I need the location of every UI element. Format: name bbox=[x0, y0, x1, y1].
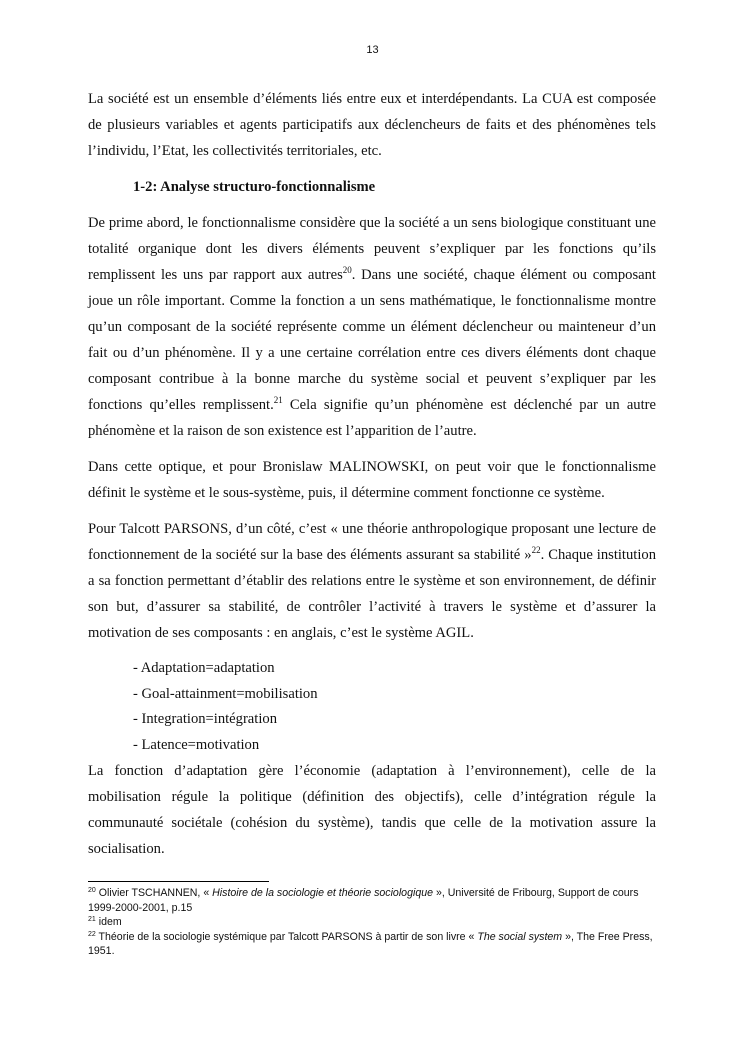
paragraph-text: Pour Talcott PARSONS, d’un côté, c’est « une théorie anthropologique proposant une lecture de fonctionnement de la société sur la base des éléments assurant sa stabilité » bbox=[88, 521, 656, 563]
footnote-text: », The Free Press, 1951. bbox=[88, 930, 653, 957]
footnotes bbox=[88, 886, 656, 959]
paragraph-functions: La fonction d’adaptation gère l’économie (adaptation à l’environnement), celle de la mobilisation régule la politique (définition des objectifs), celle d’intégration régule la communauté sociétale (cohésion du système), tandis que celle de la motivation assure la socialisation. bbox=[88, 763, 656, 857]
paragraph-parsons bbox=[88, 516, 656, 646]
section-heading: 1-2: Analyse structuro-fonctionnalisme bbox=[133, 179, 376, 195]
agil-list bbox=[88, 656, 656, 758]
footnote-number: 22 bbox=[88, 930, 96, 938]
paragraph-text: . Dans une société, chaque élément ou composant joue un rôle important. Comme la fonction a un sens mathématique, le fonctionnalisme montre qu’un composant de la société représente comme un élément déclencheur ou mainteneur d’un fait ou d’un phénomène. Il y a une certaine corrélation entre ces divers éléments dont chaque composant contribue à la bonne marche du système social et peuvent s’expliquer par les fonctions qu’elles remplissent. bbox=[88, 267, 656, 413]
footnote-22 bbox=[88, 930, 656, 959]
paragraph-malinowski: Dans cette optique, et pour Bronislaw MALINOWSKI, on peut voir que le fonctionnalisme définit le système et le sous-système, puis, il détermine comment fonctionne ce système. bbox=[88, 459, 656, 501]
footnote-20 bbox=[88, 886, 656, 915]
paragraph-functionalism bbox=[88, 210, 656, 444]
paragraph-intro: La société est un ensemble d’éléments liés entre eux et interdépendants. La CUA est composée de plusieurs variables et agents participatifs aux déclencheurs de faits et des phénomènes tels l’individu, l’Etat, les collectivités territoriales, etc. bbox=[88, 91, 656, 159]
footnote-title: Histoire de la sociologie et théorie sociologique bbox=[212, 887, 433, 899]
footnote-ref-21[interactable]: 21 bbox=[273, 395, 283, 405]
footnote-ref-22[interactable]: 22 bbox=[531, 545, 541, 555]
footnote-separator bbox=[88, 881, 269, 882]
paragraph-text: De prime abord, le fonctionnalisme considère que la société a un sens biologique constituant une totalité organique dont les divers éléments peuvent s’expliquer par les fonctions qu’ils remplissent les uns par rapport aux autres bbox=[88, 215, 656, 283]
footnote-text: idem bbox=[95, 916, 122, 928]
list-item: - Goal-attainment=mobilisation bbox=[133, 685, 318, 702]
footnote-21 bbox=[88, 915, 656, 930]
list-item: - Latence=motivation bbox=[133, 736, 260, 753]
footnote-text: Olivier TSCHANNEN, « bbox=[95, 887, 213, 899]
paragraph-text: . Chaque institution a sa fonction permettant d’établir des relations entre le système et son environnement, de définir son but, d’assurer sa stabilité, de contrôler l’activité à travers le système et d’assurer la motivation de ses composants : en anglais, c’est le système AGIL. bbox=[88, 547, 656, 641]
list-item: - Integration=intégration bbox=[133, 711, 277, 727]
footnote-number: 20 bbox=[88, 887, 96, 894]
footnote-ref-20[interactable]: 20 bbox=[342, 265, 352, 275]
footnote-number: 21 bbox=[88, 916, 96, 923]
page-number: 13 bbox=[366, 44, 379, 56]
paragraph-text: Cela signifie qu’un phénomène est déclenché par un autre phénomène et la raison de son existence est l’apparition de l’autre. bbox=[88, 397, 656, 439]
footnote-text: », Université de Fribourg, Support de cours 1999-2000-2001, p.15 bbox=[88, 887, 639, 914]
document-body bbox=[88, 86, 656, 872]
list-item: - Adaptation=adaptation bbox=[133, 660, 275, 676]
footnote-title: The social system bbox=[477, 930, 563, 943]
footnote-text: Théorie de la sociologie systémique par Talcott PARSONS à partir de son livre « bbox=[95, 930, 478, 943]
